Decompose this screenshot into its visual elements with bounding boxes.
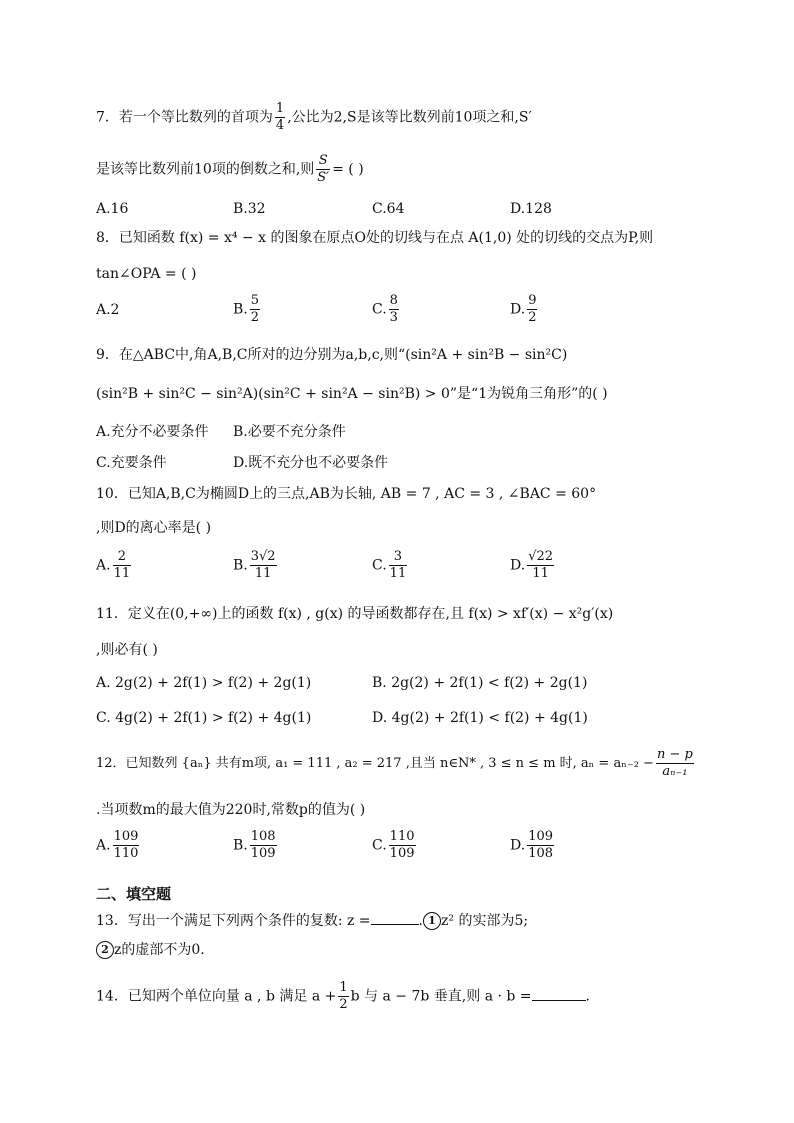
q12-option-c: C. $\frac{110}{109}$ (372, 829, 415, 861)
q8-option-c: C. $\frac{8}{3}$ (372, 293, 398, 325)
q12-option-a: A. $\frac{109}{110}$ (96, 829, 139, 861)
q11-option-c: C. 4g(2) + 2f(1) > f(2) + 4g(1) (96, 710, 312, 726)
q12-c-fraction: $\frac{110}{109}$ (389, 829, 415, 861)
q14-answer-blank[interactable] (532, 987, 586, 1001)
q10-option-d: D. $\frac{√22}{11}$ (510, 549, 554, 581)
q12-fraction: $\frac{n - p}{\text{aₙ₋₁}}$ (656, 747, 693, 779)
q12-option-d: D. $\frac{109}{108}$ (510, 829, 554, 861)
q7-ratio: $\frac{S}{S'}$ (317, 153, 330, 185)
q11-line2: ,则必有( ) (96, 642, 158, 658)
q11-line1: 11．定义在(0,+∞)上的函数 f(x) , g(x) 的导函数都存在,且 f(x) > xf′(x) − x²g′(x) (96, 606, 614, 622)
q7-option-c: C.64 (372, 201, 405, 217)
q7-fraction: $\frac{1}{4}$ (275, 101, 285, 133)
q7-option-a: A.16 (96, 201, 129, 217)
q9-option-c: C.充要条件 (96, 455, 167, 471)
q12-option-b: B. $\frac{108}{109}$ (233, 829, 276, 861)
q10-b-fraction: $\frac{3√2}{11}$ (250, 549, 276, 581)
q8-option-b: B. $\frac{5}{2}$ (233, 293, 260, 325)
q9-option-a: A.充分不必要条件 (96, 424, 209, 440)
q12-b-fraction: $\frac{108}{109}$ (250, 829, 276, 861)
q9-line1: 9．在△ABC中,角A,B,C所对的边分别为a,b,c,则“(sin²A + sin²B − sin²C) (96, 347, 568, 363)
q8-option-a: A.2 (96, 302, 120, 318)
q11-option-a: A. 2g(2) + 2f(1) > f(2) + 2g(1) (96, 675, 312, 691)
q9-option-d: D.既不充分也不必要条件 (233, 455, 389, 471)
q8-line1: 8．已知函数 f(x) = x⁴ − x 的图象在原点O处的切线与在点 A(1,0) 处的切线的交点为P,则 (96, 230, 654, 246)
circled-one: 1 (423, 912, 441, 930)
q7-line2: 是该等比数列前10项的倒数之和,则 $\frac{S}{S'}$ = ( ) (96, 153, 364, 185)
q12-line1: 12．已知数列 {aₙ} 共有m项, a₁ = 111 , a₂ = 217 ,且当 n∈N* , 3 ≤ n ≤ m 时, aₙ = aₙ₋₂ − $\frac{n - p}{\text{aₙ₋₁}}$ (96, 747, 693, 779)
q10-d-fraction: $\frac{√22}{11}$ (528, 549, 554, 581)
q8-b-fraction: $\frac{5}{2}$ (250, 293, 260, 325)
q13-answer-blank[interactable] (371, 911, 419, 925)
q14-fraction: $\frac{1}{2}$ (339, 980, 348, 1012)
q10-option-c: C. $\frac{3}{11}$ (372, 549, 407, 581)
q12-d-fraction: $\frac{109}{108}$ (528, 829, 554, 861)
q13-line2: 2 z的虚部不为0. (96, 941, 205, 959)
q13-line1: 13．写出一个满足下列两个条件的复数: z = . 1 z² 的实部为5; (96, 913, 529, 929)
q11-option-d: D. 4g(2) + 2f(1) < f(2) + 4g(1) (372, 710, 588, 726)
q7-option-d: D.128 (510, 201, 552, 217)
section-heading-fill-in: 二、填空题 (96, 885, 172, 903)
q9-option-b: B.必要不充分条件 (233, 424, 346, 440)
q10-a-fraction: $\frac{2}{11}$ (113, 549, 131, 581)
q8-c-fraction: $\frac{8}{3}$ (389, 293, 398, 325)
q10-line1: 10．已知A,B,C为椭圆D上的三点,AB为长轴, AB = 7 , AC = 3 , ∠BAC = 60° (96, 486, 597, 502)
q8-option-d: D. $\frac{9}{2}$ (510, 293, 537, 325)
q10-option-b: B. $\frac{3√2}{11}$ (233, 549, 276, 581)
q7-line1: 7．若一个等比数列的首项为 $\frac{1}{4}$ ,公比为2,S是该等比数列前10项之和,S′ (96, 101, 532, 133)
q12-a-fraction: $\frac{109}{110}$ (113, 829, 139, 861)
q9-line2: (sin²B + sin²C − sin²A)(sin²C + sin²A − sin²B) > 0”是“1为锐角三角形”的( ) (96, 386, 608, 402)
q11-option-b: B. 2g(2) + 2f(1) < f(2) + 2g(1) (372, 675, 588, 691)
q10-option-a: A. $\frac{2}{11}$ (96, 549, 131, 581)
q7-option-b: B.32 (233, 201, 266, 217)
q14-line1: 14．已知两个单位向量 a , b 满足 a + $\frac{1}{2}$ b 与 a − 7b 垂直,则 a · b = . (96, 980, 590, 1012)
q10-c-fraction: $\frac{3}{11}$ (389, 549, 407, 581)
q8-d-fraction: $\frac{9}{2}$ (528, 293, 537, 325)
q12-line2: .当项数m的最大值为220时,常数p的值为( ) (96, 802, 366, 818)
q10-line2: ,则D的离心率是( ) (96, 520, 212, 536)
circled-two: 2 (96, 941, 114, 959)
q8-line2: tan∠OPA = ( ) (96, 266, 197, 282)
